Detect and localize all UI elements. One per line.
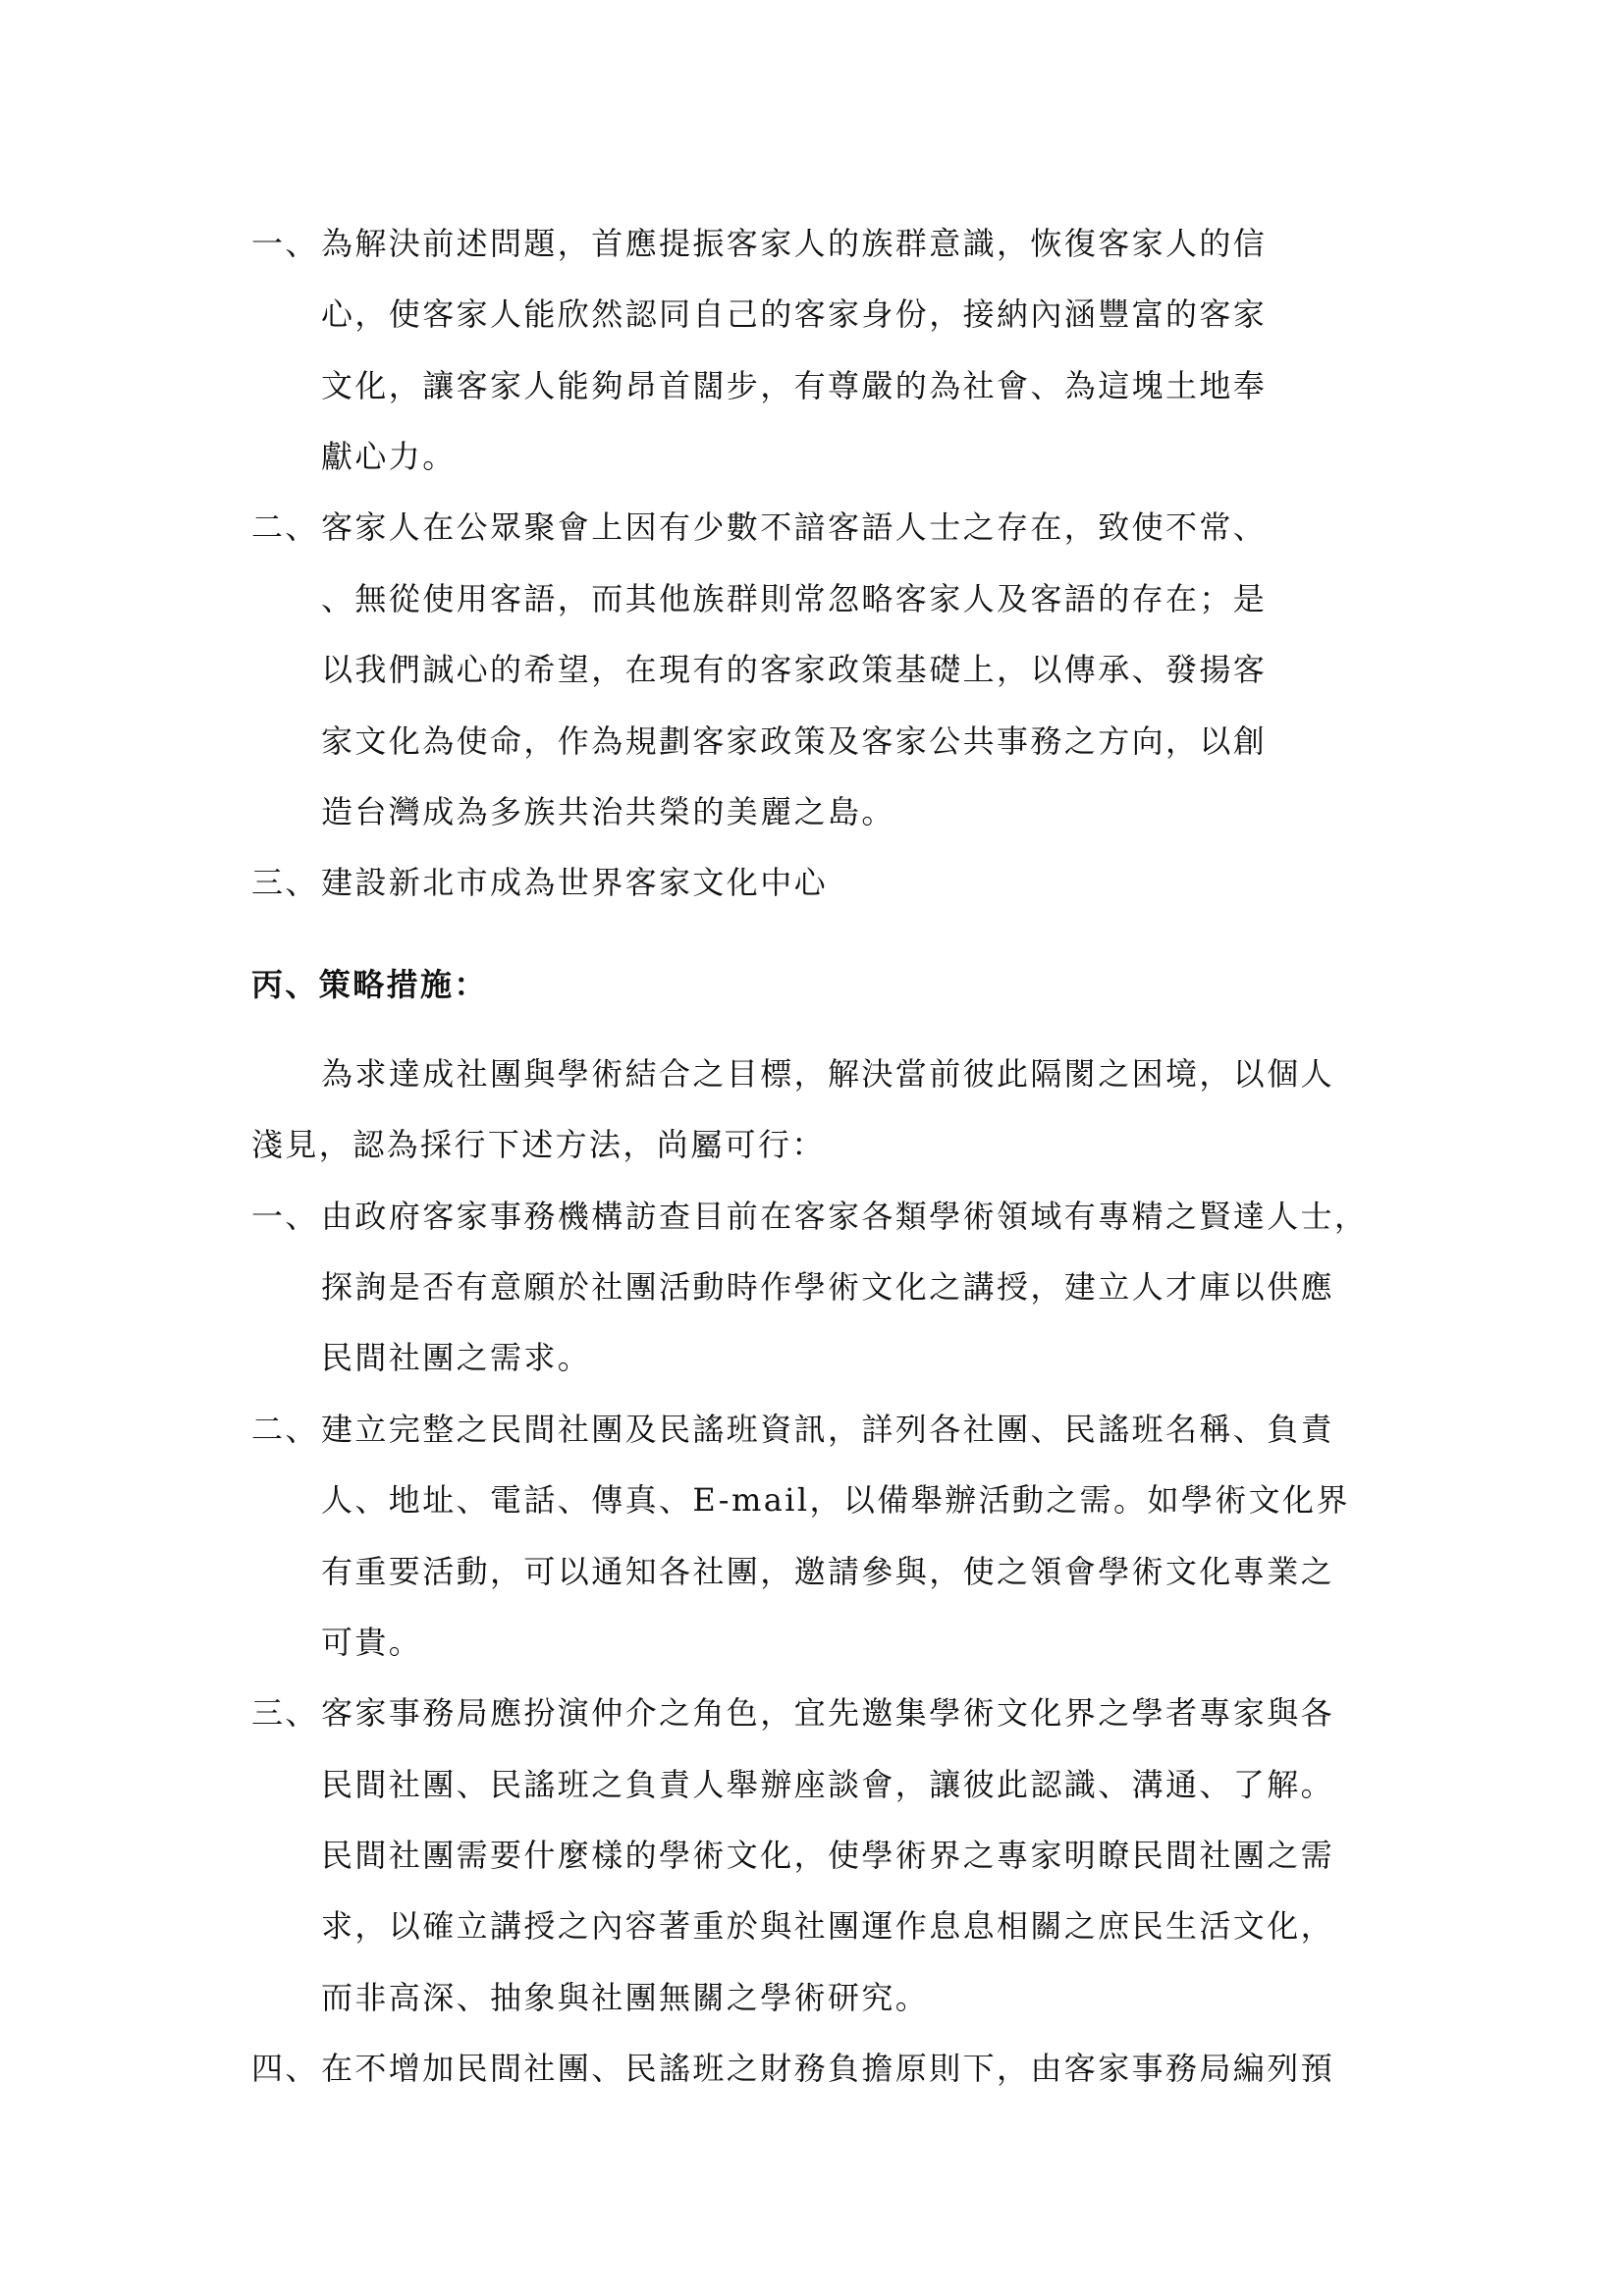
paragraph-line: 淺見，認為採行下述方法，尚屬可行： bbox=[251, 1126, 826, 1163]
item-marker: 一、 bbox=[251, 225, 319, 262]
item-text-line: 為解決前述問題，首應提振客家人的族群意識，恢復客家人的信 bbox=[321, 225, 1268, 262]
item-text-line: 、無從使用客語，而其他族群則常忽略客家人及客語的存在；是 bbox=[321, 580, 1268, 617]
item-text-line: 民間社團之需求。 bbox=[321, 1339, 592, 1376]
item-marker: 三、 bbox=[251, 864, 319, 901]
item-marker: 三、 bbox=[251, 1694, 319, 1732]
item-text-line: 求，以確立講授之內容著重於與社團運作息息相關之庶民生活文化， bbox=[321, 1907, 1335, 1945]
item-text-line: 而非高深、抽象與社團無關之學術研究。 bbox=[321, 1979, 930, 2016]
item-text-line: 有重要活動，可以通知各社團，邀請參與，使之領會學術文化專業之 bbox=[321, 1553, 1335, 1590]
item-marker: 一、 bbox=[251, 1198, 319, 1235]
item-text-line: 民間社團、民謠班之負責人舉辦座談會，讓彼此認識、溝通、了解。 bbox=[321, 1766, 1335, 1803]
item-text-line: 客家人在公眾聚會上因有少數不諳客語人士之存在，致使不常、 bbox=[321, 508, 1268, 546]
item-text-line: 文化，讓客家人能夠昂首闊步，有尊嚴的為社會、為這塊土地奉 bbox=[321, 367, 1268, 404]
item-marker: 四、 bbox=[251, 2050, 319, 2087]
item-text-line: 造台灣成為多族共治共榮的美麗之島。 bbox=[321, 793, 895, 830]
item-marker: 二、 bbox=[251, 1411, 319, 1448]
item-text-line: 家文化為使命，作為規劃客家政策及客家公共事務之方向，以創 bbox=[321, 722, 1268, 760]
item-marker: 二、 bbox=[251, 508, 319, 546]
item-text-line: 以我們誠心的希望，在現有的客家政策基礎上，以傳承、發揚客 bbox=[321, 651, 1268, 688]
item-text-line: 由政府客家事務機構訪查目前在客家各類學術領域有專精之賢達人士， bbox=[321, 1198, 1369, 1235]
item-text-line: 人、地址、電話、傳真、E-mail，以備舉辦活動之需。如學術文化界 bbox=[321, 1481, 1350, 1519]
item-text-line: 建立完整之民間社團及民謠班資訊，詳列各社團、民謠班名稱、負責 bbox=[321, 1411, 1335, 1448]
item-text-line: 心，使客家人能欣然認同自己的客家身份，接納內涵豐富的客家 bbox=[321, 295, 1268, 333]
item-text-line: 探詢是否有意願於社團活動時作學術文化之講授，建立人才庫以供應 bbox=[321, 1268, 1335, 1306]
item-text-line: 客家事務局應扮演仲介之角色，宜先邀集學術文化界之學者專家與各 bbox=[321, 1694, 1335, 1732]
paragraph-line: 為求達成社團與學術結合之目標，解決當前彼此隔閡之困境，以個人 bbox=[321, 1055, 1335, 1093]
item-text-line: 民間社團需要什麼樣的學術文化，使學術界之專家明瞭民間社團之需 bbox=[321, 1837, 1335, 1874]
section-heading: 丙、策略措施： bbox=[251, 966, 488, 1003]
item-text-line: 在不增加民間社團、民謠班之財務負擔原則下，由客家事務局編列預 bbox=[321, 2050, 1335, 2087]
item-text-line: 獻心力。 bbox=[321, 438, 457, 475]
item-text-line: 可貴。 bbox=[321, 1624, 423, 1661]
item-text-line: 建設新北市成為世界客家文化中心 bbox=[321, 864, 829, 901]
